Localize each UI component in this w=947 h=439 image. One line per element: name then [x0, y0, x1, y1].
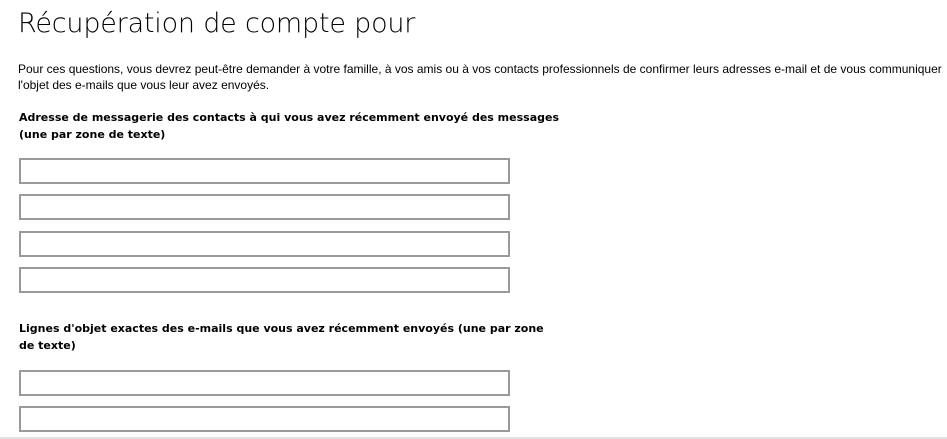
subjects-label-line-2: de texte)	[19, 339, 76, 352]
intro-line-2: l'objet des e-mails que vous leur avez envoyés.	[18, 78, 270, 92]
intro-text	[18, 61, 947, 93]
subjects-label-line-1: Lignes d'objet exactes des e-mails que vous avez récemment envoyés (une par zone	[19, 322, 544, 335]
contact-email-field-4[interactable]	[19, 267, 510, 293]
page-title: Récupération de compte pour	[18, 8, 416, 39]
subjects-section-label	[19, 320, 544, 354]
contact-email-field-2[interactable]	[19, 194, 510, 220]
contact-email-field-1[interactable]	[19, 158, 510, 184]
contacts-section-label	[19, 109, 559, 143]
intro-line-1: Pour ces questions, vous devrez peut-être demander à votre famille, à vos amis ou à vos contacts professionnels de confirmer leurs adresses e-mail et de vous communiquer	[18, 62, 942, 76]
contacts-label-line-1: Adresse de messagerie des contacts à qui vous avez récemment envoyé des messages	[19, 111, 559, 124]
email-subject-field-2[interactable]	[19, 406, 510, 432]
email-subject-field-1[interactable]	[19, 370, 510, 396]
contact-email-field-3[interactable]	[19, 231, 510, 257]
contacts-label-line-2: (une par zone de texte)	[19, 128, 166, 141]
